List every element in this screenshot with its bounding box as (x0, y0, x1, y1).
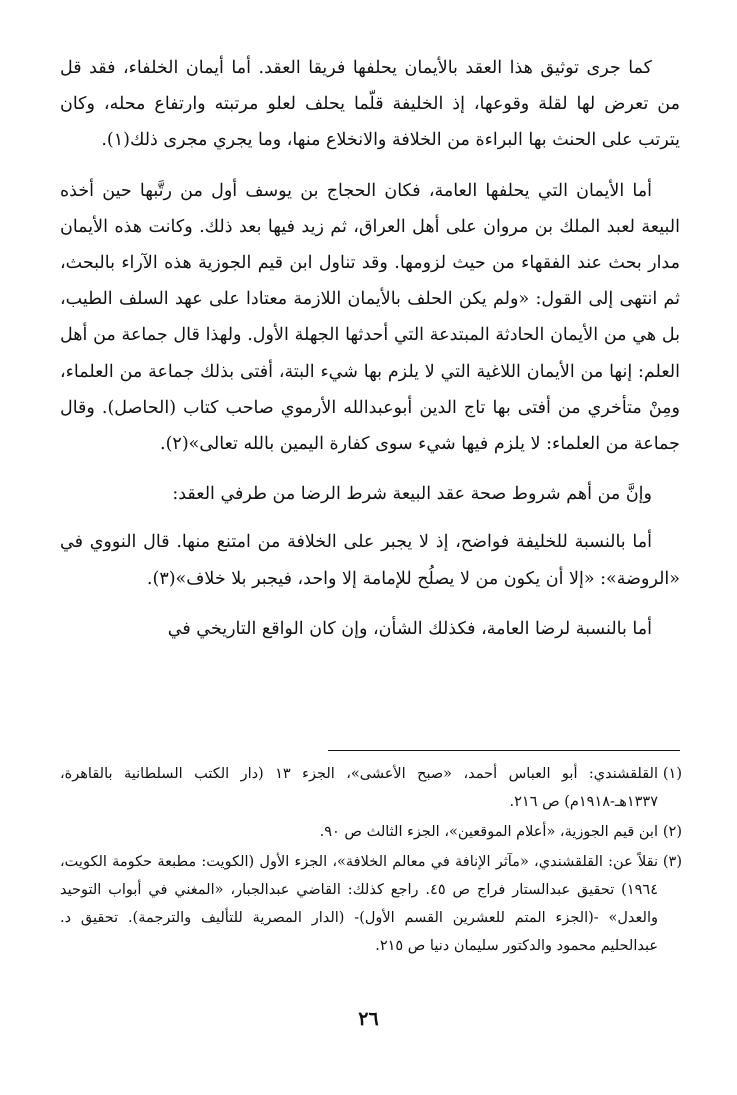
paragraph-public-consent: أما بالنسبة لرضا العامة، فكذلك الشأن، وإن كان الواقع التاريخي في (167, 618, 652, 639)
footnote-1 (60, 760, 682, 816)
page-number: ٢٦ (358, 1008, 379, 1030)
paragraph-caliph-consent: أما بالنسبة للخليفة فواضح، إذ لا يجبر على الخلافة من امتنع منها. قال النووي في «الروضة»: «إلا أن يكون من لا يصلُح للإمامة إلا واحد، فيجبر بلا خلاف»(٣). (60, 532, 680, 589)
footnote-number: (١) (662, 766, 682, 782)
footnote-3 (60, 848, 682, 960)
footnote-separator (328, 750, 680, 751)
footnotes (60, 760, 682, 962)
footnote-text: نقلاً عن: القلقشندي، «مآثر الإنافة في معالم الخلافة»، الجزء الأول (الكويت: مطبعة حكومة الكويت، ١٩٦٤) تحقيق عبدالستار فراج ص ٤٥. راجع كذلك: القاضي عبدالجبار، «المغني في أبواب التوحيد والعدل» -(الجزء المتم للعشرين القسم الأول)- (الدار المصرية للتأليف والترجمة). تحقيق د. عبدالحليم محمود والدكتور سليمان دنيا ص ٢١٥. (60, 854, 658, 954)
paragraph-oath-documentation: كما جرى توثيق هذا العقد بالأيمان يحلفها فريقا العقد. أما أيمان الخلفاء، فقد قل من تعرض لها لقلة وقوعها، إذ الخليفة قلّما يحلف لعلو مرتبته وارتفاع محله، وكان يترتب على الحنث بها البراءة من الخلافة والانخلاع منها، وما يجري مجرى ذلك(١). (60, 58, 680, 151)
footnote-number: (٣) (662, 854, 682, 870)
footnote-number: (٢) (662, 824, 682, 840)
main-text (60, 50, 680, 661)
paragraph-consent-condition: وإنَّ من أهم شروط صحة عقد البيعة شرط الرضا من طرفي العقد: (172, 484, 652, 505)
paragraph-public-oaths: أما الأيمان التي يحلفها العامة، فكان الحجاج بن يوسف أول من رتَّبها حين أخذه البيعة لعبد الملك بن مروان على أهل العراق، ثم زيد فيها بعد ذلك. وكانت هذه الأيمان مدار بحث عند الفقهاء من حيث لزومها. وقد تناول ابن قيم الجوزية هذه الآراء بالبحث، ثم انتهى إلى القول: «ولم يكن الحلف بالأيمان اللازمة معتادا على عهد السلف الطيب، بل هي من الأيمان الحادثة المبتدعة التي أحدثها الجهلة الأول. ولهذا قال جماعة من أهل العلم: إنها من الأيمان اللاغية التي لا يلزم بها شيء البتة، أفتى بذلك جماعة من العلماء، ومِنْ متأخري من أفتى بها تاج الدين أبوعبدالله الأرموي صاحب كتاب (الحاصل). وقال جماعة من العلماء: لا يلزم فيها شيء سوى كفارة اليمين بالله تعالى»(٢). (60, 180, 680, 455)
footnote-2 (60, 818, 682, 846)
footnote-text: ابن قيم الجوزية، «أعلام الموقعين»، الجزء الثالث ص ٩٠. (319, 824, 658, 840)
footnote-text: القلقشندي: أبو العباس أحمد، «صبح الأعشى»، الجزء ١٣ (دار الكتب السلطانية بالقاهرة، ١٣٣٧هـ-١٩١٨م) ص ٢١٦. (60, 766, 658, 810)
